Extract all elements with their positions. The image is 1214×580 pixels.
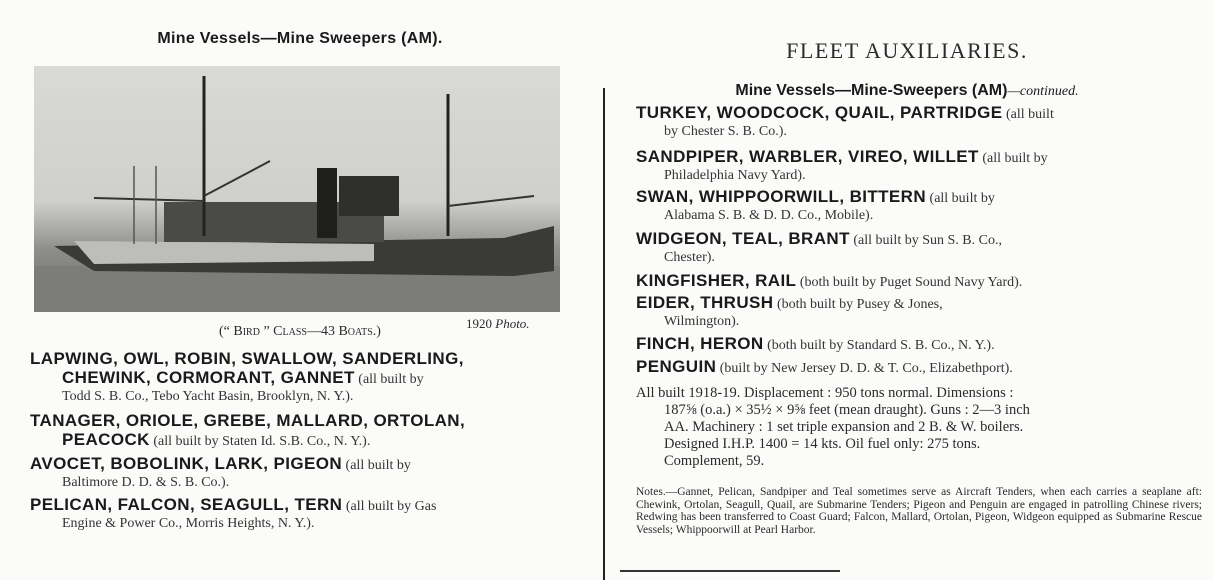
ship-entry: SWAN, WHIPPOORWILL, BITTERN (all built by Alabama S. B. & D. D. Co., Mobile). [636,187,995,223]
ship-silhouette-icon [34,66,560,312]
page-divider [603,88,605,580]
left-page [0,0,600,580]
ship-entry: SANDPIPER, WARBLER, VIREO, WILLET (all built by Philadelphia Navy Yard). [636,147,1048,183]
notes: Notes.—Gannet, Pelican, Sandpiper and Teal sometimes serve as Aircraft Tenders, when each carries a seaplane aft: Chewink, Ortolan, Seagull, Quail, are Submarine Tenders; Pigeon and Penguin are engaged in patrolling Chinese rivers; Redwing has been transferred to Coast Guard; Falcon, Mallard, Ortolan, Pigeon, Widgeon equipped as Submarine Rescue Vessels; Whippoorwill at Pearl Harbor. [636,486,1202,536]
bottom-rule [620,570,840,572]
ship-entry: LAPWING, OWL, ROBIN, SWALLOW, SANDERLING, CHEWINK, CORMORANT, GANNET (all built by Todd S. B. Co., Tebo Yacht Basin, Brooklyn, N. Y.). [30,349,464,404]
ship-entry: TANAGER, ORIOLE, GREBE, MALLARD, ORTOLAN, PEACOCK (all built by Staten Id. S.B. Co., N. Y.). [30,411,466,449]
class-caption: (“ Bird ” Class—43 Boats.) [219,324,381,339]
right-page [600,0,1214,580]
ship-entry: PENGUIN (built by New Jersey D. D. & T. Co., Elizabethport). [636,357,1013,376]
photo-credit: 1920 Photo. [466,316,530,331]
ship-entry: TURKEY, WOODCOCK, QUAIL, PARTRIDGE (all built by Chester S. B. Co.). [636,103,1054,139]
left-page-title: Mine Vessels—Mine Sweepers (AM). [157,30,443,47]
ship-entry: PELICAN, FALCON, SEAGULL, TERN (all built by Gas Engine & Power Co., Morris Heights, N. Y.). [30,495,437,531]
right-page-title: FLEET AUXILIARIES. [786,38,1028,63]
ship-entry: EIDER, THRUSH (both built by Pusey & Jones, Wilmington). [636,293,943,329]
ship-entry: AVOCET, BOBOLINK, LARK, PIGEON (all built by Baltimore D. D. & S. B. Co.). [30,454,411,490]
ship-entry: FINCH, HERON (both built by Standard S. B. Co., N. Y.). [636,334,995,353]
ship-entry: KINGFISHER, RAIL (both built by Puget Sound Navy Yard). [636,271,1023,290]
specifications: All built 1918-19. Displacement : 950 tons normal. Dimensions : 187⅝ (o.a.) × 35½ × 9⅝ feet (mean draught). Guns : 2—3 inch AA. Machinery : 1 set triple expansion and 2 B. & W. boilers. Designed I.H.P. 1400 = 14 kts. Oil fuel only: 275 tons. Complement, 59. [636,385,1030,469]
ship-entry: WIDGEON, TEAL, BRANT (all built by Sun S. B. Co., Chester). [636,229,1002,265]
right-page-subtitle: Mine Vessels—Mine-Sweepers (AM)—continued. [735,82,1079,99]
ship-photo [34,66,560,312]
